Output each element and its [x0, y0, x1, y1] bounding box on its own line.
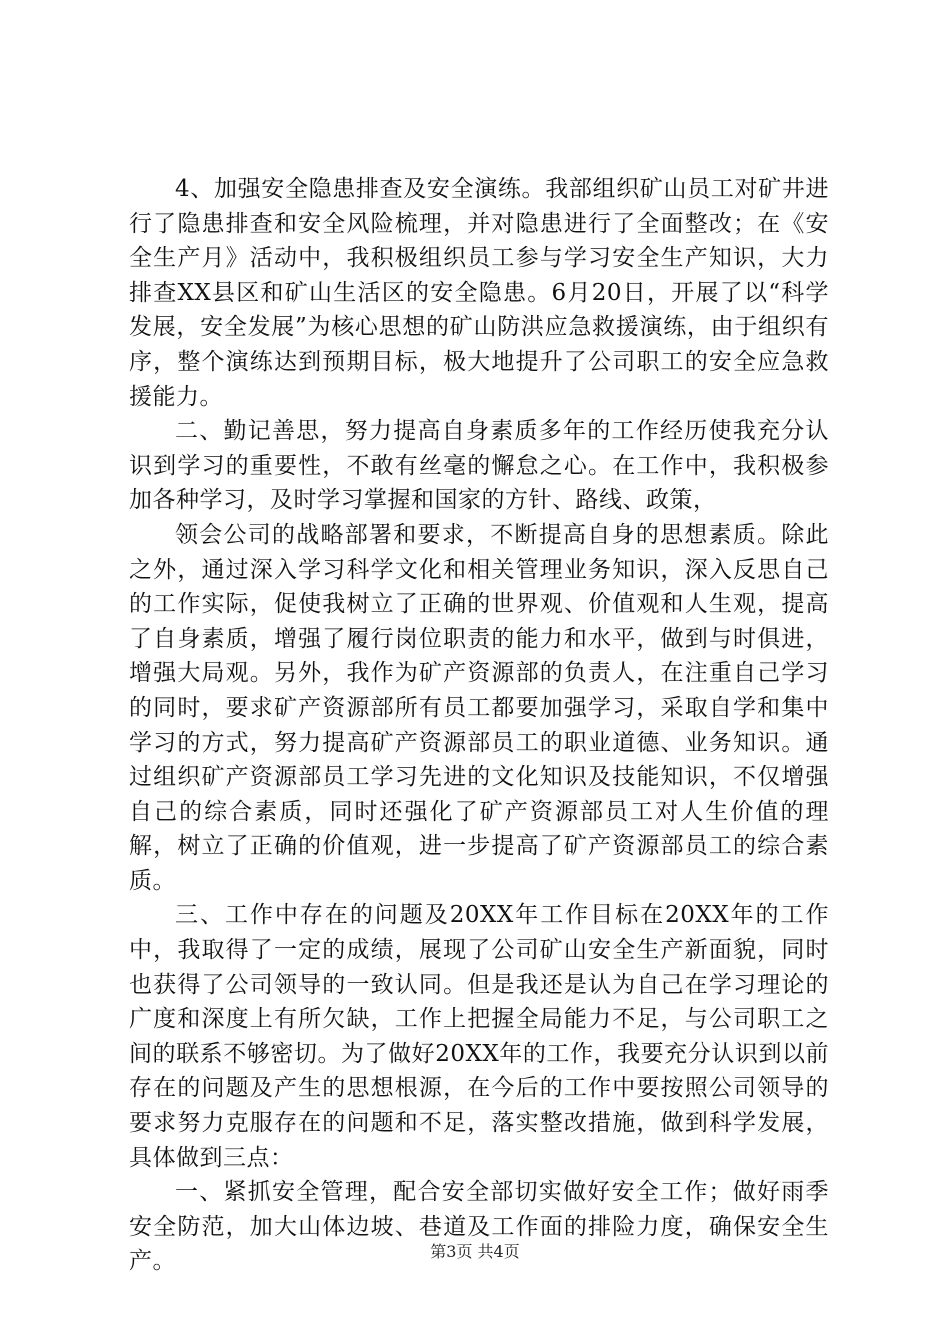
paragraph-safety-management: 一、紧抓安全管理，配合安全部切实做好安全工作；做好雨季安全防范，加大山体边坡、巷道及工作面的排险力度，确保安全生产。 — [129, 1179, 829, 1275]
paragraph-safety-drill: 4、加强安全隐患排查及安全演练。我部组织矿山员工对矿井进行了隐患排查和安全风险梳理，并对隐患进行了全面整改；在《安全生产月》活动中，我积极组织员工参与学习安全生产知识，大力排查XX县区和矿山生活区的安全隐患。6月20日，开展了以“科学发展，安全发展”为核心思想的矿山防洪应急救援演练，由于组织有序，整个演练达到预期目标，极大地提升了公司职工的安全应急救援能力。 — [129, 176, 829, 410]
paragraph-self-improvement: 二、勤记善思，努力提高自身素质多年的工作经历使我充分认识到学习的重要性，不敢有丝毫的懈怠之心。在工作中，我积极参加各种学习，及时学习掌握和国家的方针、路线、政策， — [129, 418, 829, 514]
paragraph-company-strategy: 领会公司的战略部署和要求，不断提高自身的思想素质。除此之外，通过深入学习科学文化和相关管理业务知识，深入反思自己的工作实际，促使我树立了正确的世界观、价值观和人生观，提高了自身素质，增强了履行岗位职责的能力和水平，做到与时俱进，增强大局观。另外，我作为矿产资源部的负责人，在注重自己学习的同时，要求矿产资源部所有员工都要加强学习，采取自学和集中学习的方式，努力提高矿产资源部员工的职业道德、业务知识。通过组织矿产资源部员工学习先进的文化知识及技能知识，不仅增强自己的综合素质，同时还强化了矿产资源部员工对人生价值的理解，树立了正确的价值观，进一步提高了矿产资源部员工的综合素质。 — [129, 521, 829, 894]
document-body — [129, 172, 829, 1279]
paragraph-problems-and-goals: 三、工作中存在的问题及20XX年工作目标在20XX年的工作中，我取得了一定的成绩，展现了公司矿山安全生产新面貌，同时也获得了公司领导的一致认同。但是我还是认为自己在学习理论的广度和深度上有所欠缺，工作上把握全局能力不足，与公司职工之间的联系不够密切。为了做好20XX年的工作，我要充分认识到以前存在的问题及产生的思想根源，在今后的工作中要按照公司领导的要求努力克服存在的问题和不足，落实整改措施，做到科学发展，具体做到三点： — [129, 902, 829, 1171]
page-number-footer: 第3页 共4页 — [430, 1242, 520, 1261]
